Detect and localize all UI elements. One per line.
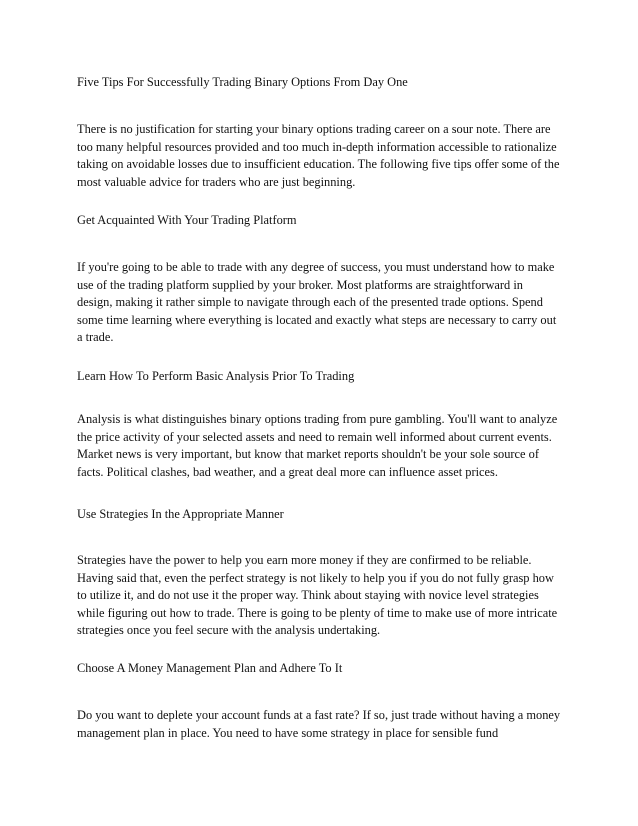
document-title: Five Tips For Successfully Trading Binary Options From Day One bbox=[77, 75, 408, 89]
text-line: Strategies have the power to help you earn more money if they are confirmed to be reliable. bbox=[77, 553, 532, 567]
text-line: the price activity of your selected assets and need to remain well informed about current events. bbox=[77, 429, 552, 444]
text-line: while figuring out how to trade. There is going to be plenty of time to make use of more intricate bbox=[77, 605, 558, 620]
text-line: most valuable advice for traders who are just beginning. bbox=[77, 174, 356, 189]
section-paragraph bbox=[77, 552, 557, 640]
text-line: a trade. bbox=[77, 330, 114, 345]
text-line: strategies once you feel secure with the analysis undertaking. bbox=[77, 623, 381, 638]
section-paragraph bbox=[77, 707, 560, 742]
section-heading: Get Acquainted With Your Trading Platform bbox=[77, 213, 297, 227]
text-line: Market news is very important, but know that market reports shouldn't be your sole source of bbox=[77, 447, 539, 462]
section-heading: Choose A Money Management Plan and Adhere To It bbox=[77, 661, 343, 675]
text-line: design, making it rather simple to navigate through each of the presented trade options. Spend bbox=[77, 295, 543, 310]
text-line: use of the trading platform supplied by your broker. Most platforms are straightforward in bbox=[77, 277, 523, 292]
text-line: taking on avoidable losses due to insufficient education. The following five tips offer some of the bbox=[77, 157, 560, 172]
intro-paragraph bbox=[77, 121, 559, 191]
text-line: to utilize it, and do not use it the proper way. Think about staying with novice level strategies bbox=[77, 588, 539, 603]
section-heading: Learn How To Perform Basic Analysis Prior To Trading bbox=[77, 369, 355, 383]
section-paragraph bbox=[77, 259, 556, 347]
section-paragraph bbox=[77, 411, 557, 481]
text-line: Having said that, even the perfect strategy is not likely to help you if you do not fully grasp how bbox=[77, 570, 554, 585]
text-line: Do you want to deplete your account funds at a fast rate? If so, just trade without having a money bbox=[77, 708, 561, 722]
text-line: management plan in place. You need to have some strategy in place for sensible fund bbox=[77, 725, 499, 740]
text-line: Analysis is what distinguishes binary options trading from pure gambling. You'll want to analyze bbox=[77, 412, 558, 426]
text-line: If you're going to be able to trade with any degree of success, you must understand how to make bbox=[77, 260, 555, 274]
text-line: facts. Political clashes, bad weather, and a great deal more can influence asset prices. bbox=[77, 464, 498, 479]
section-heading: Use Strategies In the Appropriate Manner bbox=[77, 507, 284, 521]
text-line: There is no justification for starting your binary options trading career on a sour note. There are bbox=[77, 122, 551, 136]
text-line: too many helpful resources provided and too much in-depth information accessible to rationalize bbox=[77, 139, 557, 154]
text-line: some time learning where everything is located and exactly what steps are necessary to carry out bbox=[77, 312, 557, 327]
